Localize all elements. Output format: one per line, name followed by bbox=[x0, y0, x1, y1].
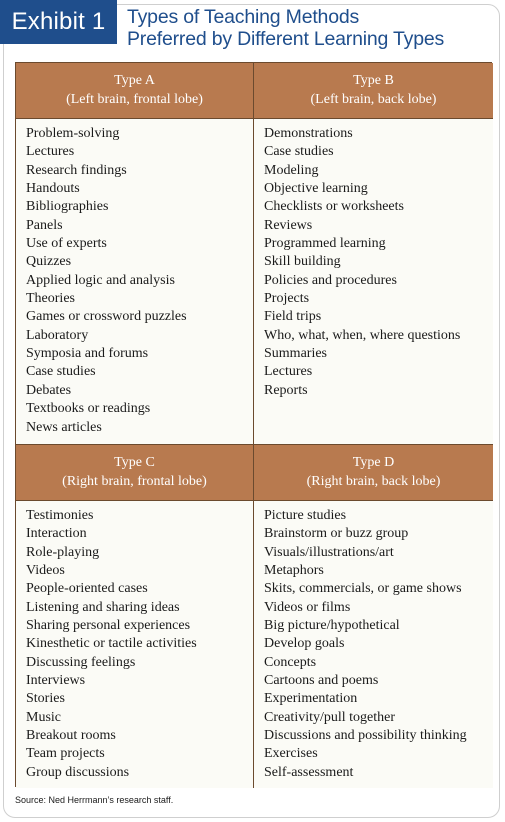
list-item: Testimonies bbox=[26, 508, 94, 523]
type-a-header bbox=[16, 63, 254, 119]
list-item: Symposia and forums bbox=[26, 346, 149, 362]
list-item: Quizzes bbox=[26, 254, 72, 270]
list-item: Policies and procedures bbox=[264, 272, 397, 288]
type-b-title: Type B bbox=[353, 73, 394, 88]
list-item: Lectures bbox=[26, 144, 75, 160]
type-d-list bbox=[254, 501, 493, 788]
type-b-header bbox=[254, 63, 493, 119]
list-item: Listening and sharing ideas bbox=[26, 599, 180, 615]
list-item: Stories bbox=[26, 691, 65, 707]
list-item: Interaction bbox=[26, 526, 87, 542]
list-item: Music bbox=[26, 709, 61, 725]
list-item: Creativity/pull together bbox=[264, 709, 396, 725]
list-item: Programmed learning bbox=[264, 236, 386, 252]
list-item: Case studies bbox=[26, 364, 96, 380]
list-item: Big picture/hypothetical bbox=[264, 618, 400, 634]
list-item: Checklists or worksheets bbox=[264, 199, 404, 215]
list-item: Modeling bbox=[264, 162, 319, 178]
list-item: Skits, commercials, or game shows bbox=[264, 581, 462, 597]
list-item: Theories bbox=[26, 291, 75, 307]
type-a-subtitle: (Left brain, frontal lobe) bbox=[66, 92, 203, 107]
type-b-subtitle: (Left brain, back lobe) bbox=[310, 92, 437, 107]
type-d-title: Type D bbox=[352, 455, 395, 470]
list-item: Breakout rooms bbox=[26, 728, 116, 744]
list-item: Objective learning bbox=[264, 181, 368, 197]
list-item: Textbooks or readings bbox=[26, 401, 151, 417]
type-c-list bbox=[16, 501, 254, 788]
title-line-2: Preferred by Different Learning Types bbox=[127, 28, 445, 50]
list-item: Reports bbox=[264, 382, 308, 398]
list-item: Problem-solving bbox=[26, 126, 120, 141]
type-c-title: Type C bbox=[114, 455, 155, 470]
list-item: Bibliographies bbox=[26, 199, 109, 215]
list-item: Who, what, when, where questions bbox=[264, 327, 461, 343]
list-item: News articles bbox=[26, 419, 102, 435]
list-item: Games or crossword puzzles bbox=[26, 309, 187, 325]
list-item: Experimentation bbox=[264, 691, 358, 707]
list-item: Self-assessment bbox=[264, 764, 354, 780]
list-item: Research findings bbox=[26, 162, 127, 178]
list-item: Develop goals bbox=[264, 636, 345, 652]
list-item: Demonstrations bbox=[264, 126, 353, 141]
type-b-list bbox=[254, 119, 493, 445]
list-item: Projects bbox=[264, 291, 310, 307]
list-item: Cartoons and poems bbox=[264, 673, 379, 689]
list-item: Exercises bbox=[264, 746, 318, 762]
list-item: Skill building bbox=[264, 254, 341, 270]
source-note: Source: Ned Herrmann’s research staff. bbox=[15, 795, 174, 805]
list-item: Picture studies bbox=[264, 508, 347, 523]
list-item: Discussing feelings bbox=[26, 654, 136, 670]
list-item: People-oriented cases bbox=[26, 581, 148, 597]
type-d-header bbox=[254, 445, 493, 501]
title-line-1: Types of Teaching Methods bbox=[127, 6, 360, 28]
list-item: Handouts bbox=[26, 181, 80, 197]
list-item: Case studies bbox=[264, 144, 334, 160]
list-item: Reviews bbox=[264, 217, 313, 233]
list-item: Group discussions bbox=[26, 764, 130, 780]
list-item: Summaries bbox=[264, 346, 327, 362]
list-item: Concepts bbox=[264, 654, 317, 670]
type-c-subtitle: (Right brain, frontal lobe) bbox=[62, 474, 207, 489]
list-item: Panels bbox=[26, 217, 63, 233]
type-d-subtitle: (Right brain, back lobe) bbox=[306, 474, 441, 489]
exhibit-label: Exhibit 1 bbox=[0, 0, 117, 44]
list-item: Discussions and possibility thinking bbox=[264, 728, 467, 744]
teaching-methods-table bbox=[15, 62, 492, 787]
list-item: Kinesthetic or tactile activities bbox=[26, 636, 197, 652]
list-item: Use of experts bbox=[26, 236, 107, 252]
list-item: Lectures bbox=[264, 364, 313, 380]
list-item: Interviews bbox=[26, 673, 86, 689]
list-item: Sharing personal experiences bbox=[26, 618, 191, 634]
list-item: Field trips bbox=[264, 309, 322, 325]
type-a-list bbox=[16, 119, 254, 445]
list-item: Role-playing bbox=[26, 544, 100, 560]
list-item: Applied logic and analysis bbox=[26, 272, 175, 288]
list-item: Team projects bbox=[26, 746, 105, 762]
list-item: Brainstorm or buzz group bbox=[264, 526, 409, 542]
list-item: Videos or films bbox=[264, 599, 351, 615]
list-item: Videos bbox=[26, 563, 65, 579]
type-c-header bbox=[16, 445, 254, 501]
exhibit-title bbox=[127, 6, 497, 50]
list-item: Laboratory bbox=[26, 327, 89, 343]
list-item: Debates bbox=[26, 382, 72, 398]
list-item: Visuals/illustrations/art bbox=[264, 544, 394, 560]
type-a-title: Type A bbox=[114, 73, 155, 88]
list-item: Metaphors bbox=[264, 563, 324, 579]
